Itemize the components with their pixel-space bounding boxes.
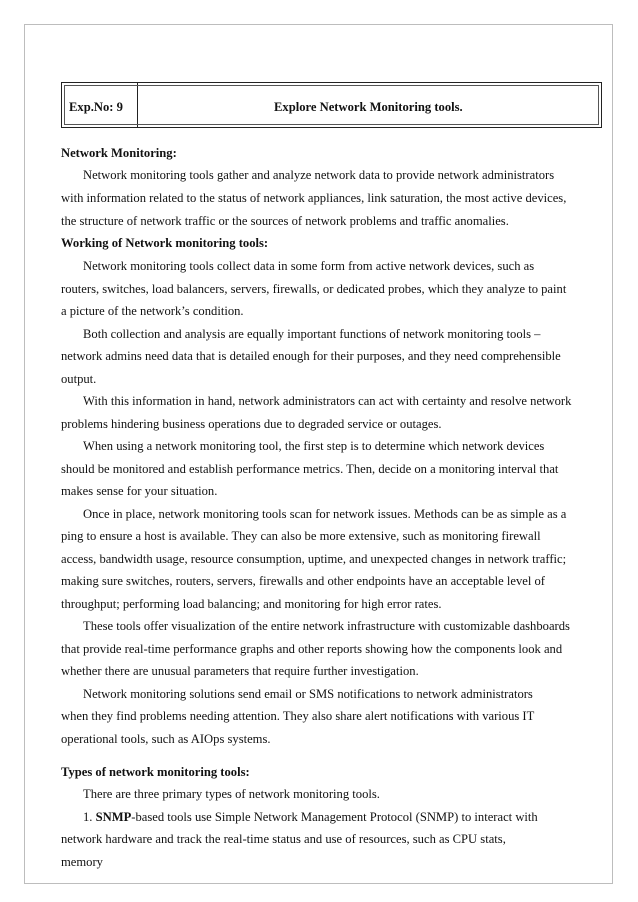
paragraph-line: makes sense for your situation. xyxy=(61,484,218,498)
paragraph-line: ping to ensure a host is available. They can also be more extensive, such as monitoring firewall xyxy=(61,529,541,543)
paragraph-line: With this information in hand, network administrators can act with certainty and resolve network xyxy=(83,394,572,408)
heading-working: Working of Network monitoring tools: xyxy=(61,236,269,250)
paragraph-line: memory xyxy=(61,855,103,869)
paragraph-line: operational tools, such as AIOps systems. xyxy=(61,732,271,746)
paragraph-line: a picture of the network’s condition. xyxy=(61,304,244,318)
paragraph-line: should be monitored and establish performance metrics. Then, decide on a monitoring interval that xyxy=(61,462,559,476)
list-number: 1. xyxy=(83,810,96,824)
paragraph-line: making sure switches, routers, servers, firewalls and other endpoints have an acceptable level of xyxy=(61,574,545,588)
paragraph-line: When using a network monitoring tool, the first step is to determine which network devices xyxy=(83,439,545,453)
exp-number: Exp.No: 9 xyxy=(62,83,138,127)
paragraph-line: when they find problems needing attention. They also share alert notifications with various IT xyxy=(61,709,535,723)
paragraph-line: with information related to the status of network appliances, link saturation, the most active devices, xyxy=(61,191,567,205)
paragraph-line: Network monitoring solutions send email or SMS notifications to network administrators xyxy=(83,687,533,701)
experiment-header xyxy=(61,82,602,128)
heading-network-monitoring: Network Monitoring: xyxy=(61,146,177,160)
paragraph-line: network admins need data that is detailed enough for their purposes, and they need comprehensible xyxy=(61,349,561,363)
paragraph-line: that provide real-time performance graphs and other reports showing how the components look and xyxy=(61,642,563,656)
heading-types: Types of network monitoring tools: xyxy=(61,765,250,779)
paragraph-line: throughput; performing load balancing; and monitoring for high error rates. xyxy=(61,597,442,611)
paragraph-line: output. xyxy=(61,372,97,386)
paragraph-line: problems hindering business operations due to degraded service or outages. xyxy=(61,417,442,431)
paragraph-line: Both collection and analysis are equally important functions of network monitoring tools – xyxy=(83,327,541,341)
paragraph-line-snmp xyxy=(83,809,538,825)
paragraph-line: network hardware and track the real-time status and use of resources, such as CPU stats, xyxy=(61,832,506,846)
paragraph-line: routers, switches, load balancers, servers, firewalls, or dedicated probes, which they analyze to paint xyxy=(61,282,567,296)
paragraph-line: Network monitoring tools collect data in some form from active network devices, such as xyxy=(83,259,535,273)
paragraph-line: These tools offer visualization of the entire network infrastructure with customizable dashboards xyxy=(83,619,570,633)
paragraph-line: whether there are unusual parameters that require further investigation. xyxy=(61,664,419,678)
paragraph-line: Once in place, network monitoring tools scan for network issues. Methods can be as simple as a xyxy=(83,507,567,521)
paragraph-line: the structure of network traffic or the sources of network problems and traffic anomalies. xyxy=(61,214,509,228)
paragraph-line: access, bandwidth usage, resource consumption, uptime, and unexpected changes in network traffic; xyxy=(61,552,567,566)
snmp-term: SNMP xyxy=(95,810,132,824)
snmp-description: -based tools use Simple Network Management Protocol (SNMP) to interact with xyxy=(131,810,538,824)
experiment-title: Explore Network Monitoring tools. xyxy=(274,99,463,114)
paragraph-line: There are three primary types of network monitoring tools. xyxy=(83,787,380,801)
paragraph-line: Network monitoring tools gather and analyze network data to provide network administrators xyxy=(83,168,555,182)
